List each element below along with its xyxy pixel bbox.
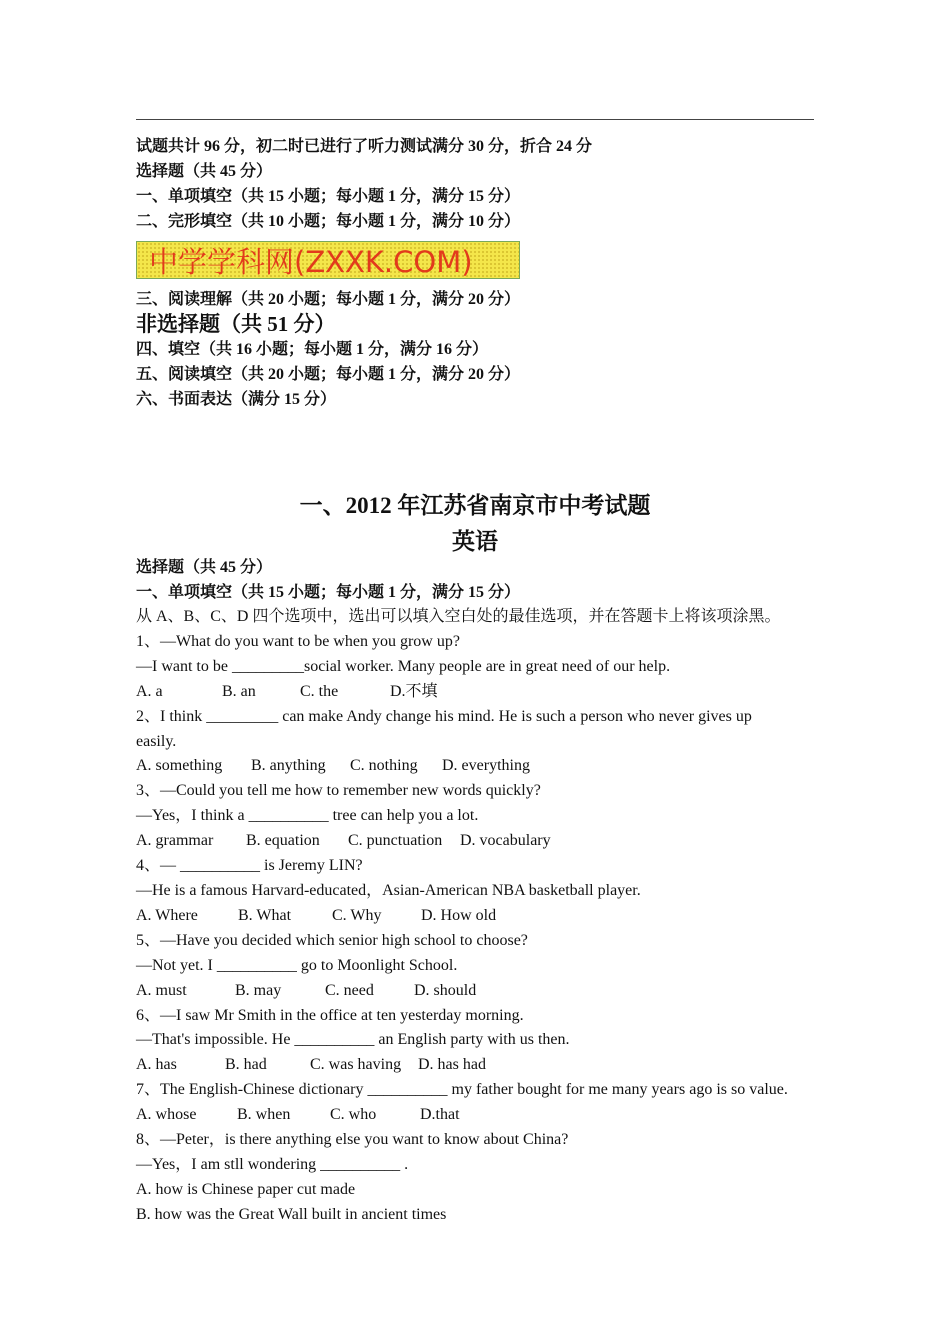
summary-line: 六、书面表达（满分 15 分） bbox=[136, 391, 337, 408]
option: C. who bbox=[330, 1106, 377, 1124]
question-line: —He is a famous Harvard-educated，Asian-American NBA basketball player. bbox=[136, 881, 641, 899]
option: A. has bbox=[136, 1056, 177, 1074]
option: D. has had bbox=[418, 1056, 486, 1074]
option: B. What bbox=[238, 906, 292, 924]
option: A. how is Chinese paper cut made bbox=[136, 1180, 356, 1198]
question-line: 2、I think _________ can make Andy change his mind. He is such a person who never gives up bbox=[136, 707, 752, 725]
summary-line: 二、完形填空（共 10 小题；每小题 1 分，满分 10 分） bbox=[136, 213, 521, 230]
question-line: 5、—Have you decided which senior high school to choose? bbox=[136, 931, 528, 949]
option: D. How old bbox=[421, 906, 497, 924]
question-line: 6、—I saw Mr Smith in the office at ten yesterday morning. bbox=[136, 1006, 524, 1024]
option: B. an bbox=[222, 682, 256, 700]
option: C. Why bbox=[332, 906, 382, 924]
question-line: easily. bbox=[136, 732, 177, 750]
option: D.不填 bbox=[390, 682, 438, 700]
summary-line: 选择题（共 45 分） bbox=[136, 163, 273, 180]
option: B. may bbox=[235, 981, 282, 999]
option: B. when bbox=[237, 1106, 291, 1124]
summary-line: 三、阅读理解（共 20 小题；每小题 1 分，满分 20 分） bbox=[136, 291, 521, 308]
option: B. equation bbox=[246, 832, 320, 850]
question-line: —I want to be _________social worker. Many people are in great need of our help. bbox=[136, 657, 671, 675]
question-line: —Yes，I think a __________ tree can help you a lot. bbox=[136, 807, 479, 825]
question-line: 8、—Peter，is there anything else you want to know about China? bbox=[136, 1131, 569, 1149]
summary-line: 试题共计 96 分，初二时已进行了听力测试满分 30 分，折合 24 分 bbox=[136, 138, 593, 155]
zxxk-logo bbox=[136, 241, 520, 279]
section-title: 选择题（共 45 分） bbox=[136, 559, 273, 576]
option: A. a bbox=[136, 682, 163, 700]
summary-line: 一、单项填空（共 15 小题；每小题 1 分，满分 15 分） bbox=[136, 188, 521, 205]
option: A. Where bbox=[136, 906, 198, 924]
exam-title: 一、2012 年江苏省南京市中考试题 bbox=[299, 493, 651, 518]
exam-content bbox=[136, 555, 826, 1228]
question-line: 7、The English-Chinese dictionary __________ my father bought for me many years ago is so value. bbox=[136, 1081, 788, 1099]
question-line: —Yes，I am stll wondering __________ . bbox=[136, 1155, 409, 1173]
question-line: 4、— __________ is Jeremy LIN? bbox=[136, 857, 363, 875]
logo-text: 中学学科网(ZXXK.COM) bbox=[149, 244, 473, 279]
option: C. punctuation bbox=[348, 832, 443, 850]
option: D. vocabulary bbox=[460, 832, 551, 850]
option: C. the bbox=[300, 682, 339, 700]
nonchoice-title: 非选择题（共 51 分） bbox=[136, 312, 336, 336]
exam-title-block bbox=[0, 488, 950, 560]
question-line: —Not yet. I __________ go to Moonlight School. bbox=[136, 956, 458, 974]
option-row bbox=[136, 829, 826, 854]
option-row bbox=[136, 680, 826, 705]
question-line: 1、—What do you want to be when you grow up? bbox=[136, 632, 460, 650]
option-row bbox=[136, 1103, 826, 1128]
summary-line: 四、填空（共 16 小题；每小题 1 分，满分 16 分） bbox=[136, 341, 489, 358]
header-rule bbox=[136, 119, 814, 120]
option-row bbox=[136, 904, 826, 929]
option: D.that bbox=[420, 1106, 460, 1124]
option: C. need bbox=[325, 981, 374, 999]
option: B. how was the Great Wall built in ancient times bbox=[136, 1205, 447, 1223]
question-line: —That's impossible. He __________ an English party with us then. bbox=[136, 1031, 570, 1049]
option-row bbox=[136, 754, 826, 779]
option: A. grammar bbox=[136, 832, 214, 850]
option: A. something bbox=[136, 757, 223, 775]
summary-line: 五、阅读填空（共 20 小题；每小题 1 分，满分 20 分） bbox=[136, 366, 521, 383]
option: A. whose bbox=[136, 1106, 197, 1124]
score-summary bbox=[136, 134, 816, 412]
option-row bbox=[136, 1053, 826, 1078]
option: A. must bbox=[136, 981, 187, 999]
option: B. anything bbox=[251, 757, 326, 775]
option: B. had bbox=[225, 1056, 267, 1074]
option: C. nothing bbox=[350, 757, 418, 775]
option: C. was having bbox=[310, 1056, 402, 1074]
instruction: 从 A、B、C、D 四个选项中，选出可以填入空白处的最佳选项，并在答题卡上将该项涂黑。 bbox=[136, 608, 781, 625]
option: D. should bbox=[414, 981, 477, 999]
exam-subject: 英语 bbox=[452, 529, 498, 554]
option: D. everything bbox=[442, 757, 530, 775]
question-line: 3、—Could you tell me how to remember new words quickly? bbox=[136, 782, 541, 800]
option-row bbox=[136, 979, 826, 1004]
part-title: 一、单项填空（共 15 小题；每小题 1 分，满分 15 分） bbox=[136, 584, 521, 601]
